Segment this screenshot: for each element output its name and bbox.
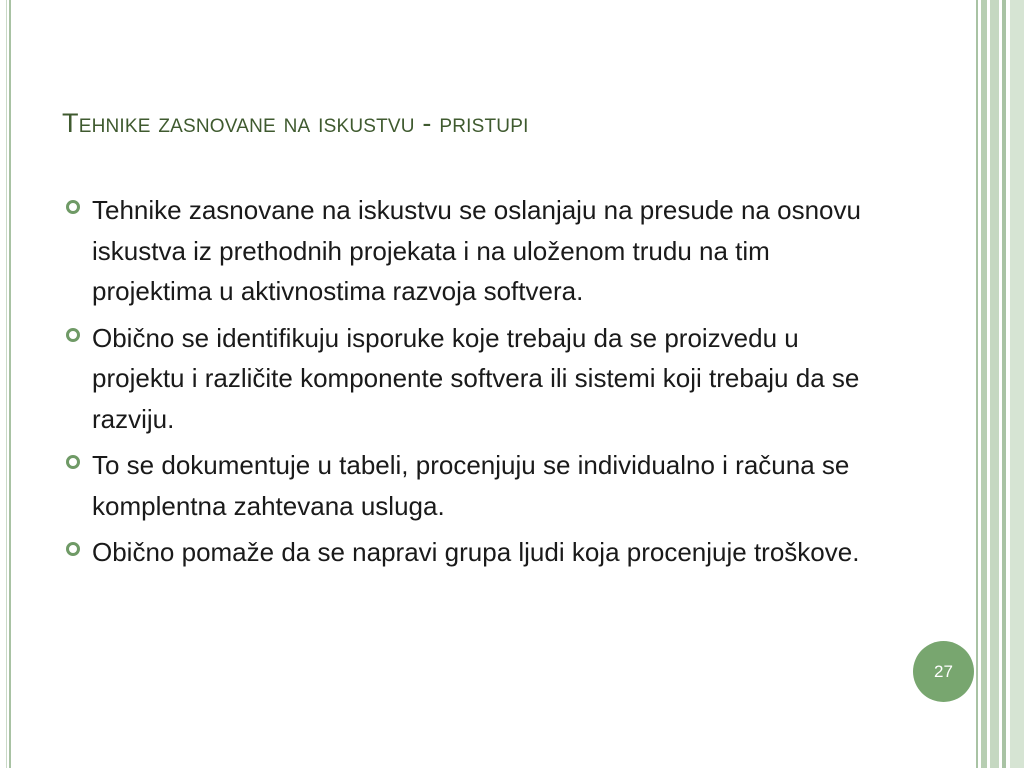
page-number: 27 — [934, 661, 953, 681]
bullet-text: Tehnike zasnovane na iskustvu se oslanjaju na presude na osnovu iskustva iz prethodnih projekata i na uloženom trudu na tim projektima u aktivnostima razvoja softvera. — [92, 195, 861, 306]
ring-bullet-icon — [66, 328, 80, 342]
left-border-line — [9, 0, 11, 768]
bullet-item — [66, 445, 886, 526]
ring-bullet-icon — [66, 455, 80, 469]
right-decor-stripe — [990, 0, 999, 768]
right-decor-stripe — [1010, 0, 1024, 768]
page-number-badge — [913, 641, 974, 702]
ring-bullet-icon — [66, 542, 80, 556]
bullet-text: Obično se identifikuju isporuke koje trebaju da se proizvedu u projektu i različite komponente softvera ili sistemi koji trebaju da se razviju. — [92, 322, 860, 434]
bullet-item — [66, 318, 886, 440]
ring-bullet-icon — [66, 200, 80, 214]
slide-title: Tehnike zasnovane na iskustvu - pristupi — [62, 108, 529, 138]
left-border-line — [6, 0, 7, 768]
right-decor-stripe — [981, 0, 987, 768]
right-decor-stripe — [976, 0, 978, 768]
bullet-list — [66, 190, 886, 579]
right-decor-stripe — [1002, 0, 1006, 768]
bullet-item — [66, 532, 886, 573]
bullet-item — [66, 190, 886, 312]
bullet-text: Obično pomaže da se napravi grupa ljudi koja procenjuje troškove. — [92, 537, 860, 567]
bullet-text: To se dokumentuje u tabeli, procenjuju se individualno i računa se komplentna zahtevana usluga. — [92, 450, 850, 521]
